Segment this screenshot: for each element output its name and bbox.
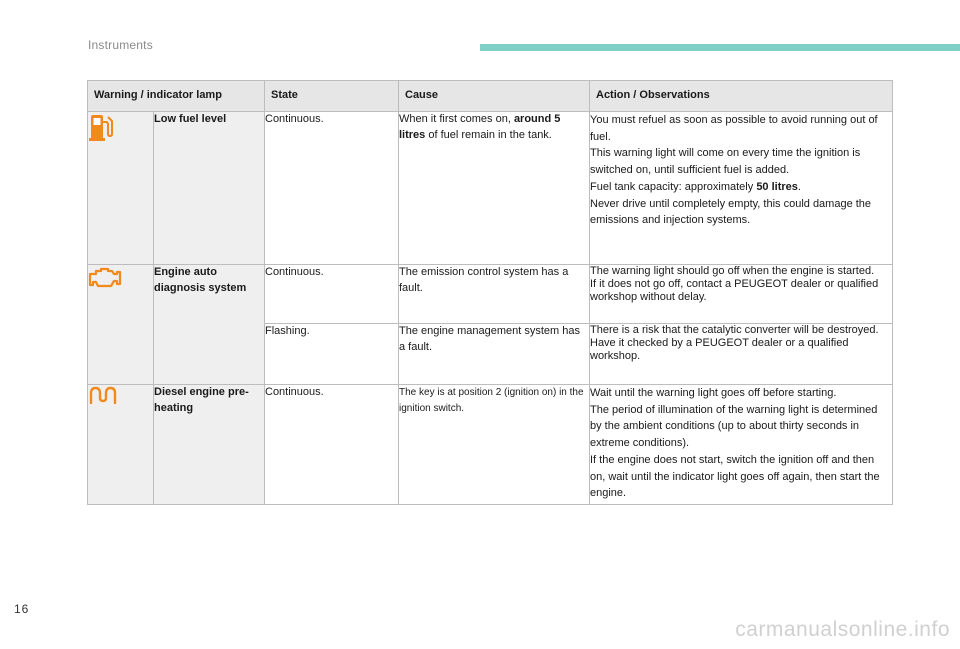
table-row-diesel-preheating [88,385,893,505]
lamp-icon-cell [88,385,154,505]
cause-cell: When it first comes on, around 5 litres of fuel remain in the tank. [399,112,590,265]
table-row-engine-continuous [88,265,893,324]
column-header-state: State [265,81,399,112]
engine-icon [88,280,122,292]
action-text: Never drive until completely empty, this could damage the emissions and injection systems. [590,197,872,227]
header-accent-bar [480,44,960,51]
state-cell: Flashing. [265,324,399,385]
cause-cell: The engine management system has a fault. [399,324,590,385]
table-header-row [88,81,893,112]
lamp-icon-cell [88,112,154,265]
state-cell: Continuous. [265,112,399,265]
table-row-low-fuel [88,112,893,265]
action-text: The period of illumination of the warning light is determined by the ambient conditions (up to about thirty seconds in extreme conditions). [590,403,878,450]
cause-cell: The key is at position 2 (ignition on) in the ignition switch. [399,385,590,505]
lamp-name: Low fuel level [154,112,265,265]
state-cell: Continuous. [265,385,399,505]
action-text: If it does not go off, contact a PEUGEOT dealer or qualified workshop without delay. [590,278,879,304]
action-text: You must refuel as soon as possible to avoid running out of fuel. [590,114,878,143]
action-text: This warning light will come on every time the ignition is switched on, until sufficient fuel is added. [590,147,861,177]
glow-plug-icon [88,396,118,408]
action-text: If the engine does not start, switch the ignition off and then on, wait until the indicator light goes off again, then start the engine. [590,453,880,500]
action-text: Fuel tank capacity: approximately 50 litres. [590,180,801,193]
page-number: 16 [14,602,30,616]
action-cell [590,112,893,265]
lamp-name: Diesel engine pre-heating [154,385,265,505]
state-cell: Continuous. [265,265,399,324]
column-header-action: Action / Observations [590,81,893,112]
action-text: The warning light should go off when the engine is started. [590,265,875,277]
action-text: Have it checked by a PEUGEOT dealer or a qualified workshop. [590,337,849,363]
action-cell [590,265,893,324]
cause-cell: The emission control system has a fault. [399,265,590,324]
action-text: There is a risk that the catalytic converter will be destroyed. [590,324,879,336]
section-title: Instruments [88,38,153,52]
action-text: Wait until the warning light goes off before starting. [590,387,837,399]
lamp-icon-cell [88,265,154,385]
column-header-lamp: Warning / indicator lamp [88,81,265,112]
fuel-pump-icon [88,133,114,145]
lamp-name: Engine auto diagnosis system [154,265,265,385]
warning-lamps-table [87,80,893,505]
column-header-cause: Cause [399,81,590,112]
action-cell [590,324,893,385]
action-cell [590,385,893,505]
watermark: carmanualsonline.info [735,618,950,641]
